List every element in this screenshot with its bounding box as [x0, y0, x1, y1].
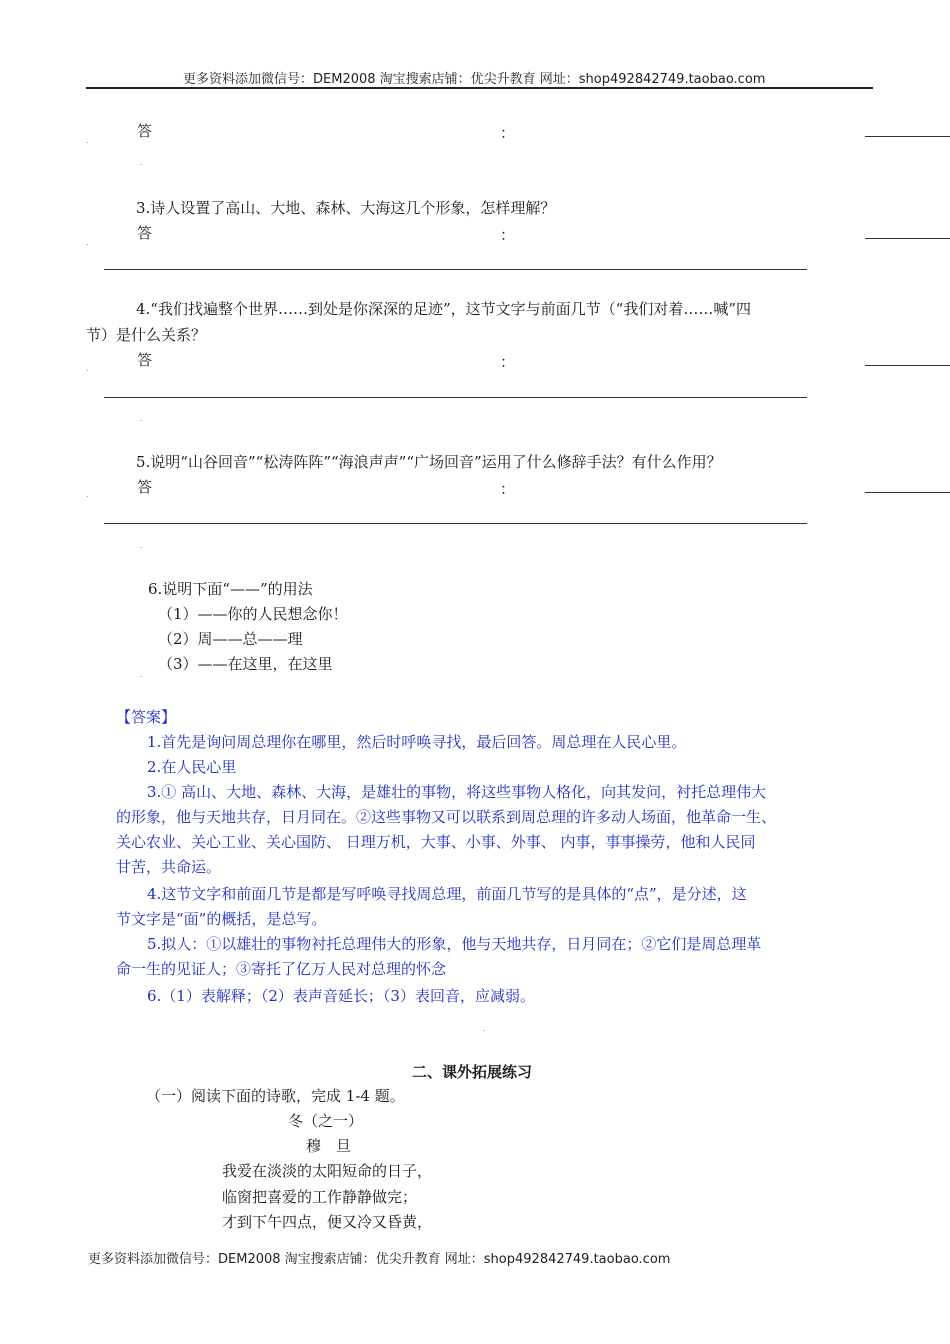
answer-label: 答 — [137, 351, 153, 369]
poem-author: 穆 旦 — [306, 1137, 352, 1155]
poem-title: 冬（之一） — [288, 1112, 364, 1130]
paragraph-mark: . — [86, 490, 89, 499]
answer-line-text: 2.在人民心里 — [147, 758, 237, 776]
page-footer: 更多资料添加微信号：DEM2008 淘宝搜索店铺：优尖升教育 网址：shop492842749.taobao.com — [88, 1252, 671, 1267]
answer-line-text: 6.（1）表解释；（2）表声音延长；（3）表回音，应减弱。 — [147, 987, 535, 1005]
paragraph-mark: . — [140, 670, 143, 679]
answer-colon: ： — [500, 353, 516, 371]
reading-intro: （一）阅读下面的诗歌，完成 1-4 题。 — [146, 1087, 405, 1105]
paragraph-mark: . — [483, 1024, 486, 1033]
paragraph-mark: . — [86, 136, 89, 145]
answer-line — [104, 269, 807, 270]
answer-line-text: 的形象，他与天地共存，日月同在。②这些事物又可以联系到周总理的许多动人场面，他革命一生、 — [116, 808, 777, 826]
paragraph-mark: . — [140, 158, 143, 167]
question-6-item: （1）——你的人民想念你！ — [158, 605, 348, 623]
answer-colon: ： — [500, 226, 516, 244]
answer-line-text: 4.这节文字和前面几节是都是写呼唤寻找周总理，前面几节写的是具体的“点”，是分述，这 — [147, 885, 747, 903]
answer-heading: 【答案】 — [116, 708, 177, 726]
question-4-line2: 节）是什么关系？ — [86, 326, 207, 344]
paragraph-mark: . — [140, 541, 143, 550]
question-3: 3.诗人设置了高山、大地、森林、大海这几个形象，怎样理解？ — [136, 199, 556, 217]
answer-label: 答 — [137, 122, 153, 140]
question-5: 5.说明“山谷回音”“松涛阵阵”“海浪声声”“广场回音”运用了什么修辞手法？有什么作用？ — [136, 453, 722, 471]
answer-line-short — [865, 365, 950, 366]
answer-line-text: 关心农业、关心工业、关心国防、 日理万机，大事、小事、外事、 内事，事事操劳，他和人民同 — [116, 833, 756, 851]
answer-label: 答 — [137, 478, 153, 496]
answer-colon: ： — [500, 124, 516, 142]
answer-line-text: 命一生的见证人；③寄托了亿万人民对总理的怀念 — [116, 960, 447, 978]
paragraph-mark: . — [140, 414, 143, 423]
answer-line-text: 节文字是“面”的概括，是总写。 — [116, 910, 327, 928]
section-title: 二、课外拓展练习 — [412, 1063, 533, 1081]
answer-line-text: 5.拟人：①以雄壮的事物衬托总理伟大的形象，他与天地共存，日月同在；②它们是周总理革 — [147, 935, 762, 953]
header-rule — [86, 87, 873, 89]
answer-line — [104, 523, 807, 524]
answer-colon: ： — [500, 480, 516, 498]
answer-line-short — [865, 136, 950, 137]
answer-line-text: 1.首先是询问周总理你在哪里，然后时呼唤寻找，最后回答。周总理在人民心里。 — [147, 733, 687, 751]
answer-line-short — [865, 238, 950, 239]
answer-line-text: 甘苦，共命运。 — [116, 858, 222, 876]
poem-line: 我爱在淡淡的太阳短命的日子， — [222, 1162, 433, 1180]
answer-line — [104, 397, 807, 398]
paragraph-mark: . — [86, 364, 89, 373]
question-6: 6.说明下面“——”的用法 — [148, 580, 313, 598]
poem-line: 临窗把喜爱的工作静静做完； — [222, 1188, 418, 1206]
question-4-line1: 4.“我们找遍整个世界……到处是你深深的足迹”，这节文字与前面几节（“我们对着……喊”四 — [136, 300, 751, 318]
question-6-item: （3）——在这里，在这里 — [158, 655, 333, 673]
answer-line-short — [865, 492, 950, 493]
paragraph-mark: . — [86, 238, 89, 247]
question-6-item: （2）周——总——理 — [158, 630, 303, 648]
answer-label: 答 — [137, 224, 153, 242]
poem-line: 才到下午四点，便又冷又昏黄， — [222, 1213, 433, 1231]
page-header: 更多资料添加微信号：DEM2008 淘宝搜索店铺：优尖升教育 网址：shop492842749.taobao.com — [183, 72, 766, 87]
answer-line-text: 3.① 高山、大地、森林、大海，是雄壮的事物，将这些事物人格化，向其发问，衬托总理伟大 — [147, 783, 767, 801]
